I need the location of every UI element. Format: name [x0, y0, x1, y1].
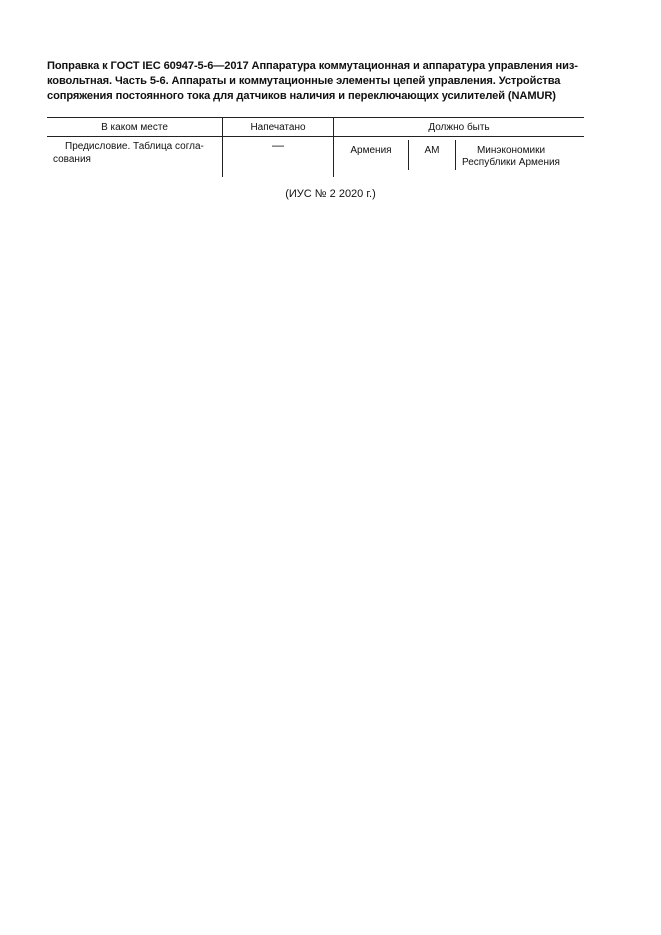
row-authority-line-1: Минэкономики — [476, 145, 546, 156]
header-printed: Напечатано — [250, 122, 306, 133]
row-printed-dash: — — [272, 138, 284, 152]
title-line-3: сопряжения постоянного тока для датчиков наличия и переключающих усилителей (NAMUR) — [47, 89, 556, 102]
document-title — [47, 59, 584, 103]
row-where-line-2: сования — [53, 154, 91, 165]
title-line-2: ковольтная. Часть 5-6. Аппараты и коммутационные элементы цепей управления. Устройства — [47, 74, 561, 87]
header-should-be: Должно быть — [428, 122, 490, 133]
ius-note: (ИУС № 2 2020 г.) — [285, 188, 376, 200]
row-authority-line-2: Республики Армения — [462, 157, 560, 168]
row-where-line-1: Предисловие. Таблица согла- — [65, 141, 204, 152]
table-top-rule — [47, 117, 584, 118]
table-header-rule — [47, 136, 584, 137]
row-code: AM — [424, 145, 440, 156]
header-where: В каком месте — [101, 122, 168, 133]
row-country: Армения — [350, 145, 392, 156]
title-line-1: Поправка к ГОСТ IEC 60947-5-6—2017 Аппаратура коммутационная и аппаратура управления низ- — [47, 60, 578, 72]
